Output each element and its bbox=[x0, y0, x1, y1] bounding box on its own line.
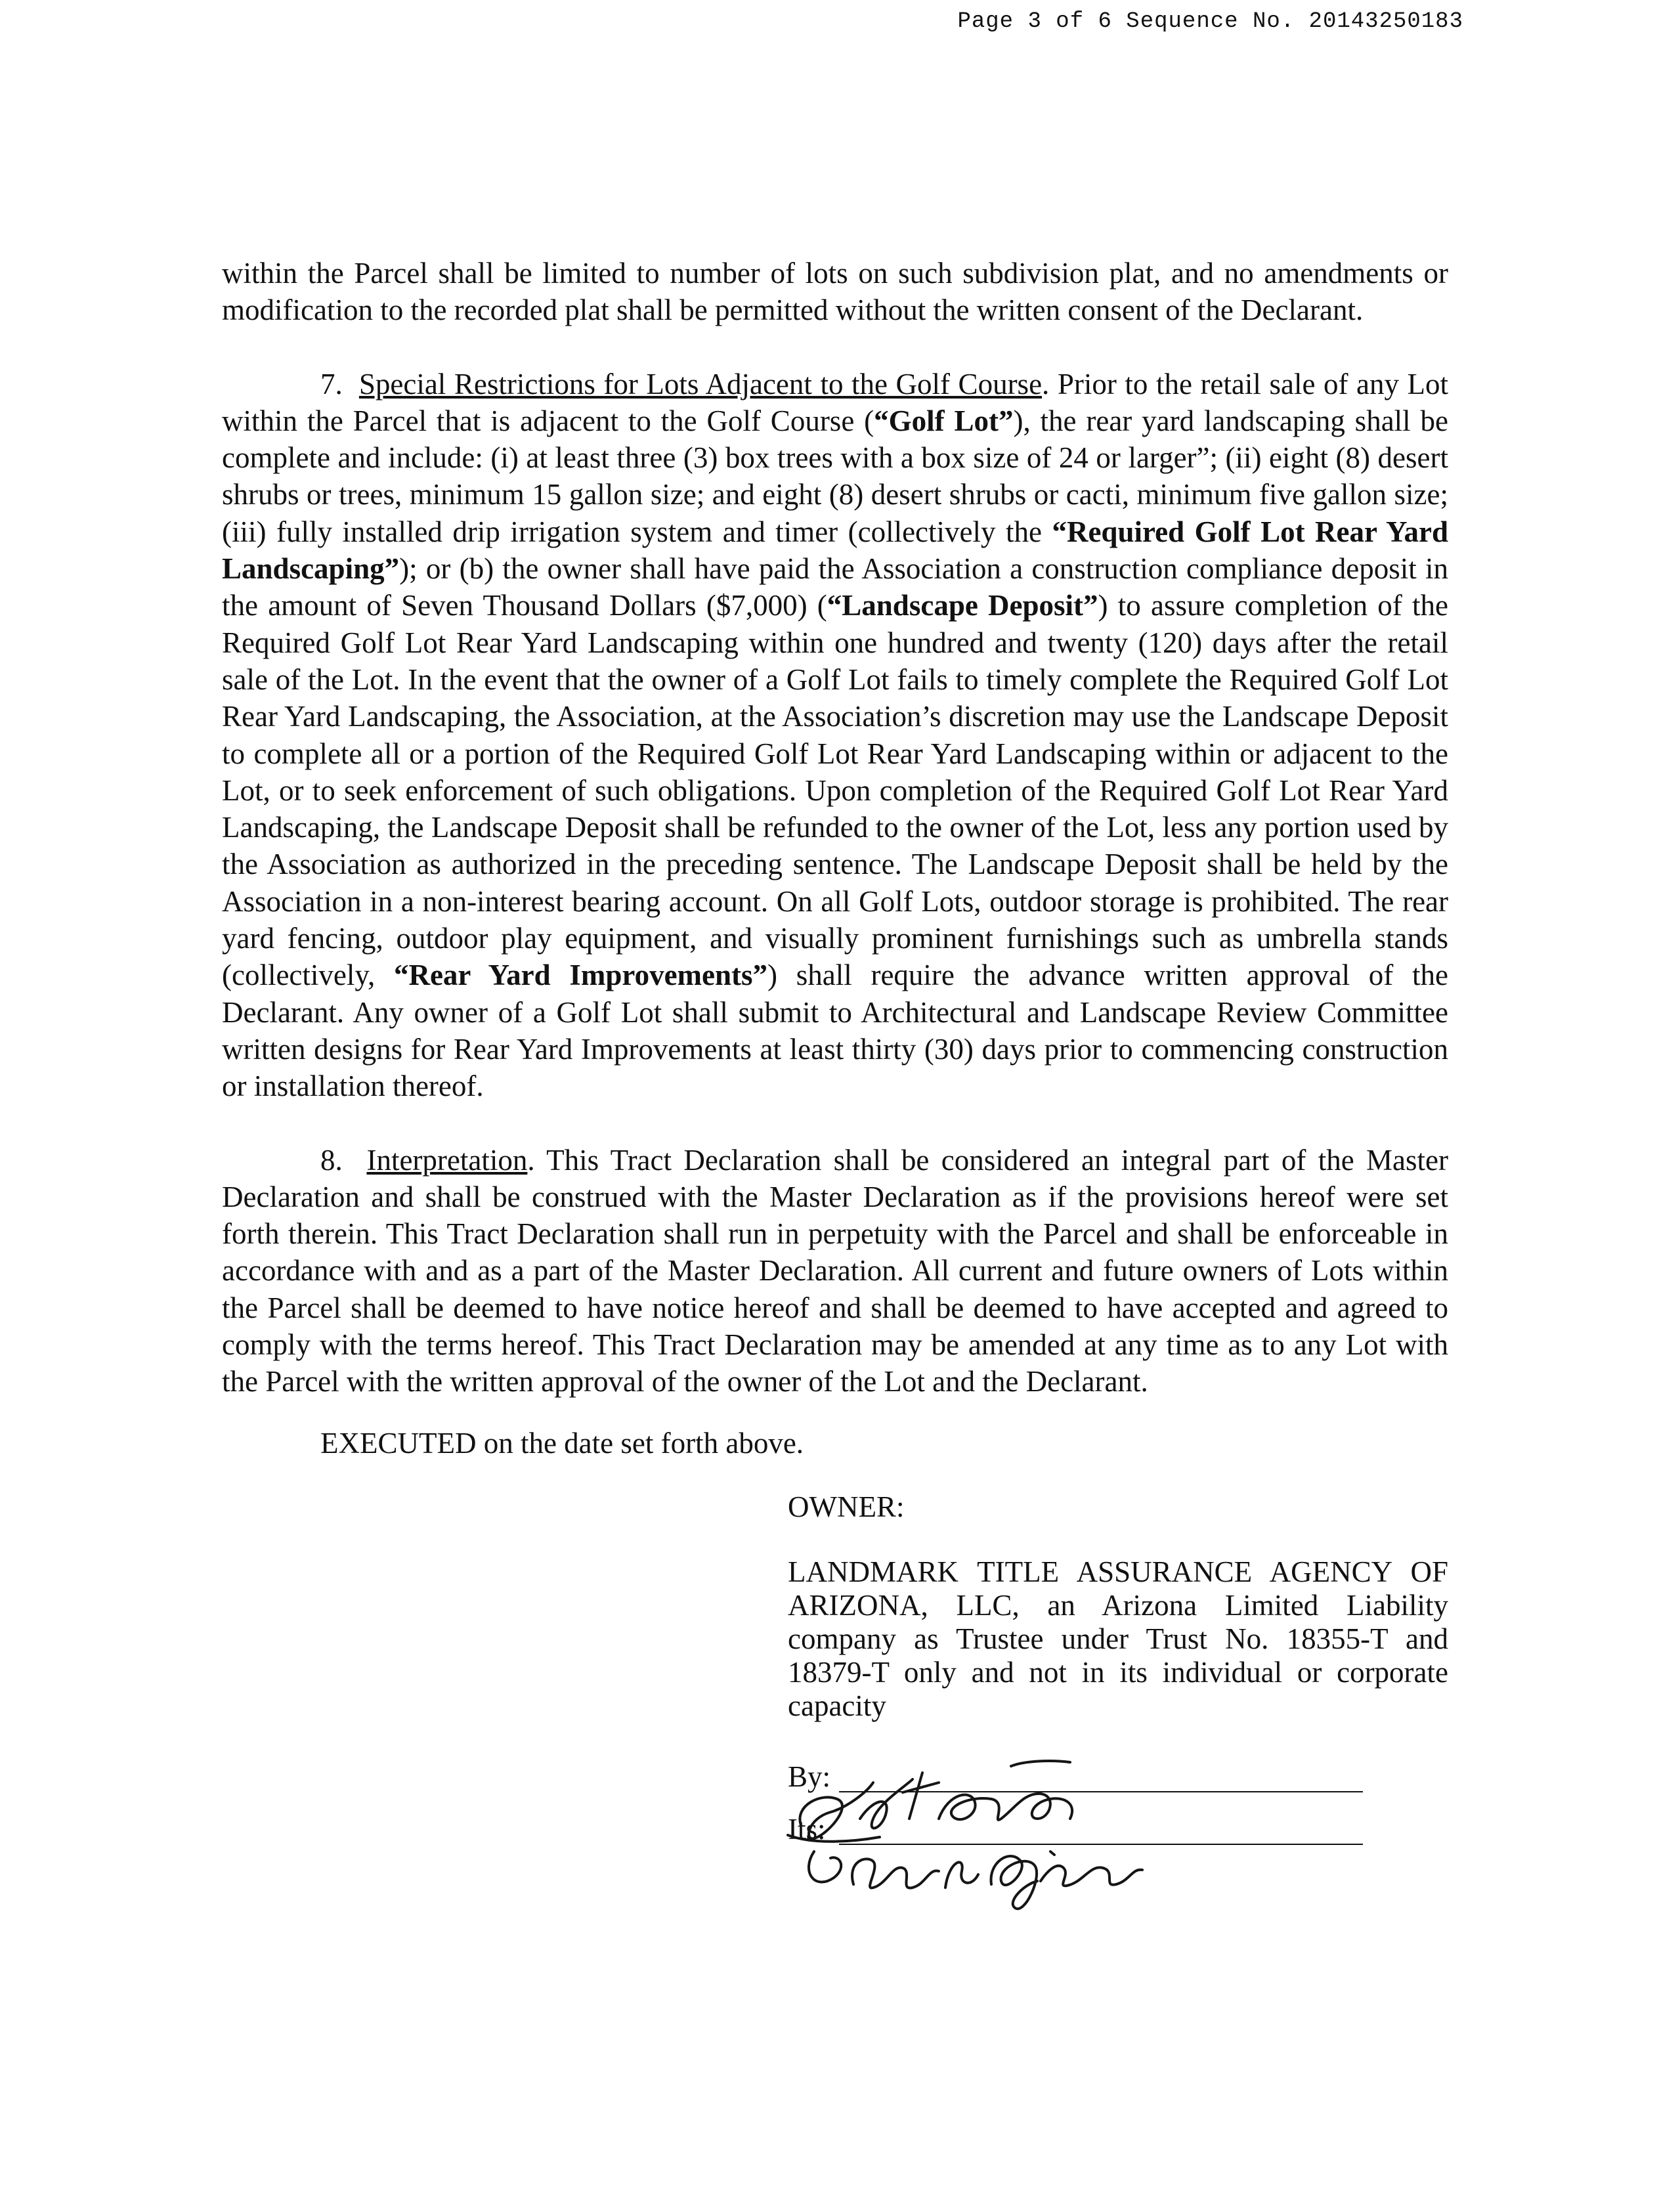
section-8-heading: Interpretation bbox=[366, 1143, 528, 1177]
section-7-heading: Special Restrictions for Lots Adjacent to the Golf Course bbox=[358, 367, 1043, 401]
handwritten-signature bbox=[775, 1720, 1195, 1917]
section-8-number: 8. bbox=[320, 1143, 343, 1177]
section-8-text: . This Tract Declaration shall be considered an integral part of the Master Declaration and shall be construed with the Master Declaration as if the provisions hereof were set forth therein. This Tract Declaration shall run in perpetuity with the Parcel and shall be enforceable in accordance with and as a part of the Master Declaration. All current and future owners of Lots within the Parcel shall be deemed to have notice hereof and shall be deemed to have accepted and agreed to comply with the terms hereof. This Tract Declaration may be amended at any time as to any Lot with the Parcel with the written approval of the owner of the Lot and the Declarant. bbox=[222, 1143, 1449, 1398]
section-7-text-a: . Prior to the retail sale of any Lot within the Parcel that is adjacent to the Golf Course ( bbox=[222, 367, 1449, 437]
page-sequence-header: Page 3 of 6 Sequence No. 20143250183 bbox=[957, 9, 1463, 34]
section-7-text-c: ); or (b) the owner shall have paid the Association a construction compliance deposit in the amount of Seven Thousand Dollars ($7,000) ( bbox=[222, 552, 1448, 622]
required-landscaping-term: “Required Golf Lot Rear Yard Landscaping” bbox=[222, 515, 1449, 586]
section-7-text-e: ) shall require the advance written approval of the Declarant. Any owner of a Golf Lot shall submit to Architectural and Landscape Review Committee written designs for Rear Yard Improvements at least thirty (30) days prior to commencing construction or installation thereof. bbox=[222, 959, 1448, 1103]
trustee-description: LANDMARK TITLE ASSURANCE AGENCY OF ARIZONA, LLC, an Arizona Limited Liability company as Trustee under Trust No. 18355-T and 18379-T only and not in its individual or corporate capacity bbox=[788, 1555, 1448, 1722]
owner-label: OWNER: bbox=[788, 1490, 905, 1523]
by-label: By: bbox=[788, 1760, 831, 1793]
document-body bbox=[222, 255, 1448, 1400]
golf-lot-term: “Golf Lot” bbox=[874, 404, 1014, 437]
section-7-paragraph bbox=[222, 366, 1448, 1105]
intro-paragraph: within the Parcel shall be limited to number of lots on such subdivision plat, and no amendments or modification to the recorded plat shall be permitted without the written consent of the Declarant. bbox=[222, 257, 1448, 327]
its-label: Its: bbox=[788, 1813, 826, 1846]
section-7-text-b: ), the rear yard landscaping shall be complete and include: (i) at least three (3) box trees with a box size of 24 or larger”; (ii) eight (8) desert shrubs or trees, minimum 15 gallon size; and eight (8) desert shrubs or cacti, minimum five gallon size; (iii) fully installed drip irrigation system and timer (collectively the bbox=[222, 404, 1448, 548]
section-7-text-d: ) to assure completion of the Required Golf Lot Rear Yard Landscaping within one hundred and twenty (120) days after the retail sale of the Lot. In the event that the owner of a Golf Lot fails to timely complete the Required Golf Lot Rear Yard Landscaping, the Association, at the Association’s discretion may use the Landscape Deposit to complete all or a portion of the Required Golf Lot Rear Yard Landscaping within or adjacent to the Lot, or to seek enforcement of such obligations. Upon completion of the Required Golf Lot Rear Yard Landscaping, the Landscape Deposit shall be refunded to the owner of the Lot, less any portion used by the Association as authorized in the preceding sentence. The Landscape Deposit shall be held by the Association in a non-interest bearing account. On all Golf Lots, outdoor storage is prohibited. The rear yard fencing, outdoor play equipment, and visually prominent furnishings such as umbrella stands (collectively, bbox=[222, 589, 1448, 992]
rear-yard-improvements-term: “Rear Yard Improvements” bbox=[393, 959, 768, 992]
executed-line: EXECUTED on the date set forth above. bbox=[320, 1427, 804, 1460]
landscape-deposit-term: “Landscape Deposit” bbox=[827, 589, 1098, 622]
section-8-paragraph bbox=[222, 1142, 1448, 1400]
section-7-number: 7. bbox=[320, 367, 343, 401]
